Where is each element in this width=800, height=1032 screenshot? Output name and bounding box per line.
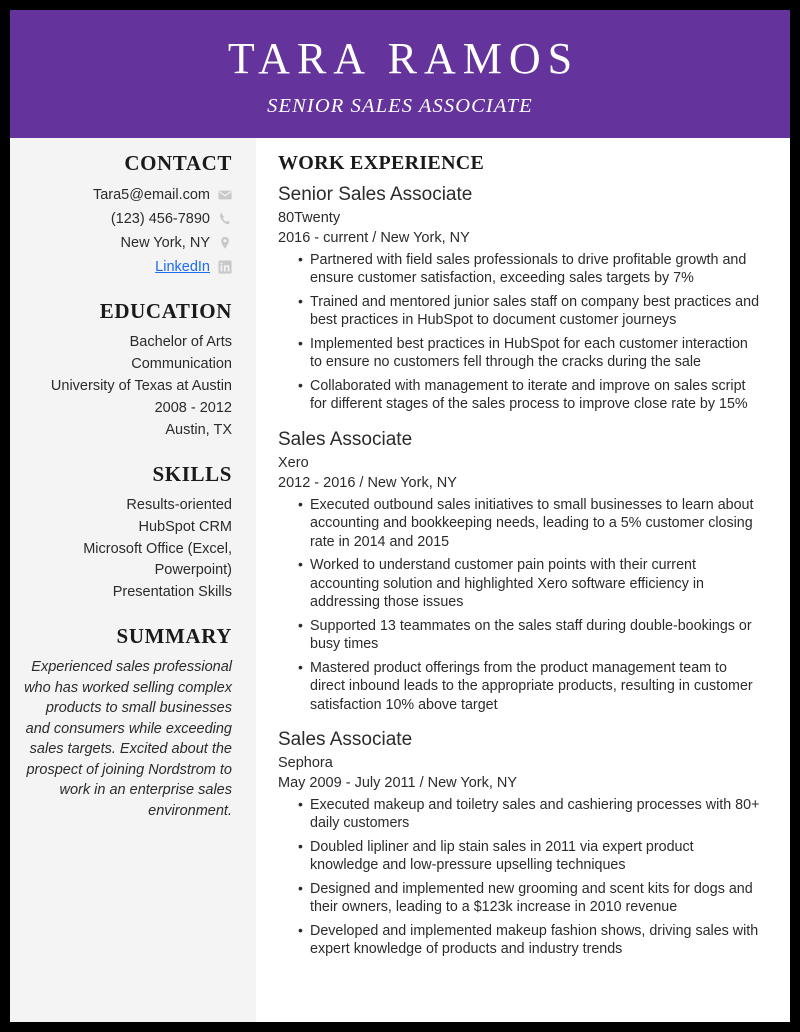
job-company: 80Twenty [278, 209, 341, 226]
list-item: • Mastered product offerings from the product management team to direct inbound leads to the appropriate products, resulting in customer satisfaction 10% above target [298, 659, 760, 715]
contact-item-location[interactable] [22, 232, 232, 254]
section-contact [22, 152, 232, 278]
job-company: Sephora [278, 754, 333, 771]
job-entry [278, 183, 760, 414]
list-item: • Partnered with field sales professionals to drive profitable growth and ensure customer satisfaction, exceeding sales targets by 7% [298, 251, 760, 288]
job-title: Sales Associate [278, 428, 413, 450]
job-meta-separator: / [359, 474, 364, 491]
page-title: TARA RAMOS [227, 34, 580, 84]
job-dates: 2016 - current [278, 229, 369, 246]
job-title: Sales Associate [278, 729, 413, 750]
list-item: • Executed makeup and toiletry sales and cashiering processes with 80+ daily customers [298, 796, 760, 833]
list-item: • Designed and implemented new grooming and scent kits for dogs and their owners, leading to a $123k increase in 2010 revenue [298, 880, 760, 917]
main-content [256, 138, 790, 1022]
list-item: • Trained and mentored junior sales staff on company best practices and best practices in HubSpot to document customer journeys [298, 293, 760, 330]
job-title: Senior Sales Associate [278, 184, 473, 205]
education-heading: EDUCATION [99, 299, 232, 324]
job-location: New York, NY [427, 774, 518, 791]
sidebar [10, 138, 256, 1022]
job-entry [278, 428, 760, 714]
summary-text: Experienced sales professional who has worked selling complex products to small businesses and consumers while exceeding sales targets. Excited about the prospect of joining Nordstrom to work in an enterprise sales environment. [24, 659, 232, 819]
resume-header [10, 10, 790, 138]
job-company: Xero [278, 454, 309, 471]
resume-body [10, 138, 790, 1022]
list-item: Austin, TX [165, 422, 232, 439]
list-item: • Supported 13 teammates on the sales staff during double-bookings or busy times [298, 617, 760, 654]
location-pin-icon [218, 236, 232, 250]
list-item: • Worked to understand customer pain points with their current accounting solution and highlighted Xero software efficiency in addressing those issues [298, 556, 760, 612]
contact-item-phone[interactable] [22, 208, 232, 230]
contact-item-email[interactable] [22, 184, 232, 206]
contact-email-text: Tara5@email.com [92, 187, 210, 204]
skills-heading: SKILLS [152, 462, 232, 487]
section-skills [22, 463, 232, 603]
work-experience-heading: WORK EXPERIENCE [278, 152, 485, 174]
envelope-icon [218, 188, 232, 202]
list-item: • Implemented best practices in HubSpot for each customer interaction to ensure no customers fell through the cracks during the sale [298, 335, 760, 372]
job-meta-separator: / [419, 774, 424, 791]
contact-phone-text: (123) 456-7890 [110, 211, 210, 228]
job-dates: May 2009 - July 2011 [278, 774, 416, 791]
job-meta [278, 228, 760, 249]
job-bullets [278, 251, 760, 414]
job-bullets [278, 496, 760, 715]
job-dates: 2012 - 2016 [278, 474, 356, 491]
contact-item-linkedin[interactable] [22, 256, 232, 278]
job-meta [278, 773, 760, 794]
summary-heading: SUMMARY [116, 624, 232, 649]
list-item: Microsoft Office (Excel, Powerpoint) [83, 541, 232, 579]
job-meta-separator: / [372, 229, 377, 246]
list-item: • Developed and implemented makeup fashion shows, driving sales with expert knowledge of products and industry trends [298, 922, 760, 959]
list-item: Results-oriented [126, 497, 232, 514]
list-item: 2008 - 2012 [154, 400, 232, 417]
list-item: • Executed outbound sales initiatives to small businesses to learn about accounting and bookkeeping needs, leading to a 5% customer closing rate in 2014 and 2015 [298, 496, 760, 552]
list-item: Presentation Skills [112, 584, 232, 601]
job-bullets [278, 796, 760, 959]
linkedin-link[interactable]: LinkedIn [155, 259, 210, 276]
contact-heading: CONTACT [124, 151, 232, 175]
list-item: HubSpot CRM [138, 519, 232, 536]
job-meta [278, 473, 760, 494]
skills-list [22, 495, 232, 603]
job-location: New York, NY [367, 474, 457, 491]
job-location: New York, NY [380, 229, 470, 246]
list-item: Bachelor of Arts [129, 334, 232, 351]
job-entry [278, 728, 760, 959]
contact-location-text: New York, NY [120, 235, 210, 252]
list-item: University of Texas at Austin [50, 378, 232, 395]
section-summary [22, 625, 232, 821]
list-item: Communication [131, 356, 232, 373]
section-education [22, 300, 232, 441]
linkedin-icon [218, 260, 232, 274]
resume-page [10, 10, 790, 1022]
phone-icon [218, 212, 232, 226]
job-subtitle: SENIOR SALES ASSOCIATE [267, 94, 533, 117]
list-item: • Collaborated with management to iterate and improve on sales script for different stages of the sales process to improve close rate by 15% [298, 377, 760, 414]
list-item: • Doubled lipliner and lip stain sales in 2011 via expert product knowledge and low-pressure upselling techniques [298, 838, 760, 875]
education-list [22, 332, 232, 441]
